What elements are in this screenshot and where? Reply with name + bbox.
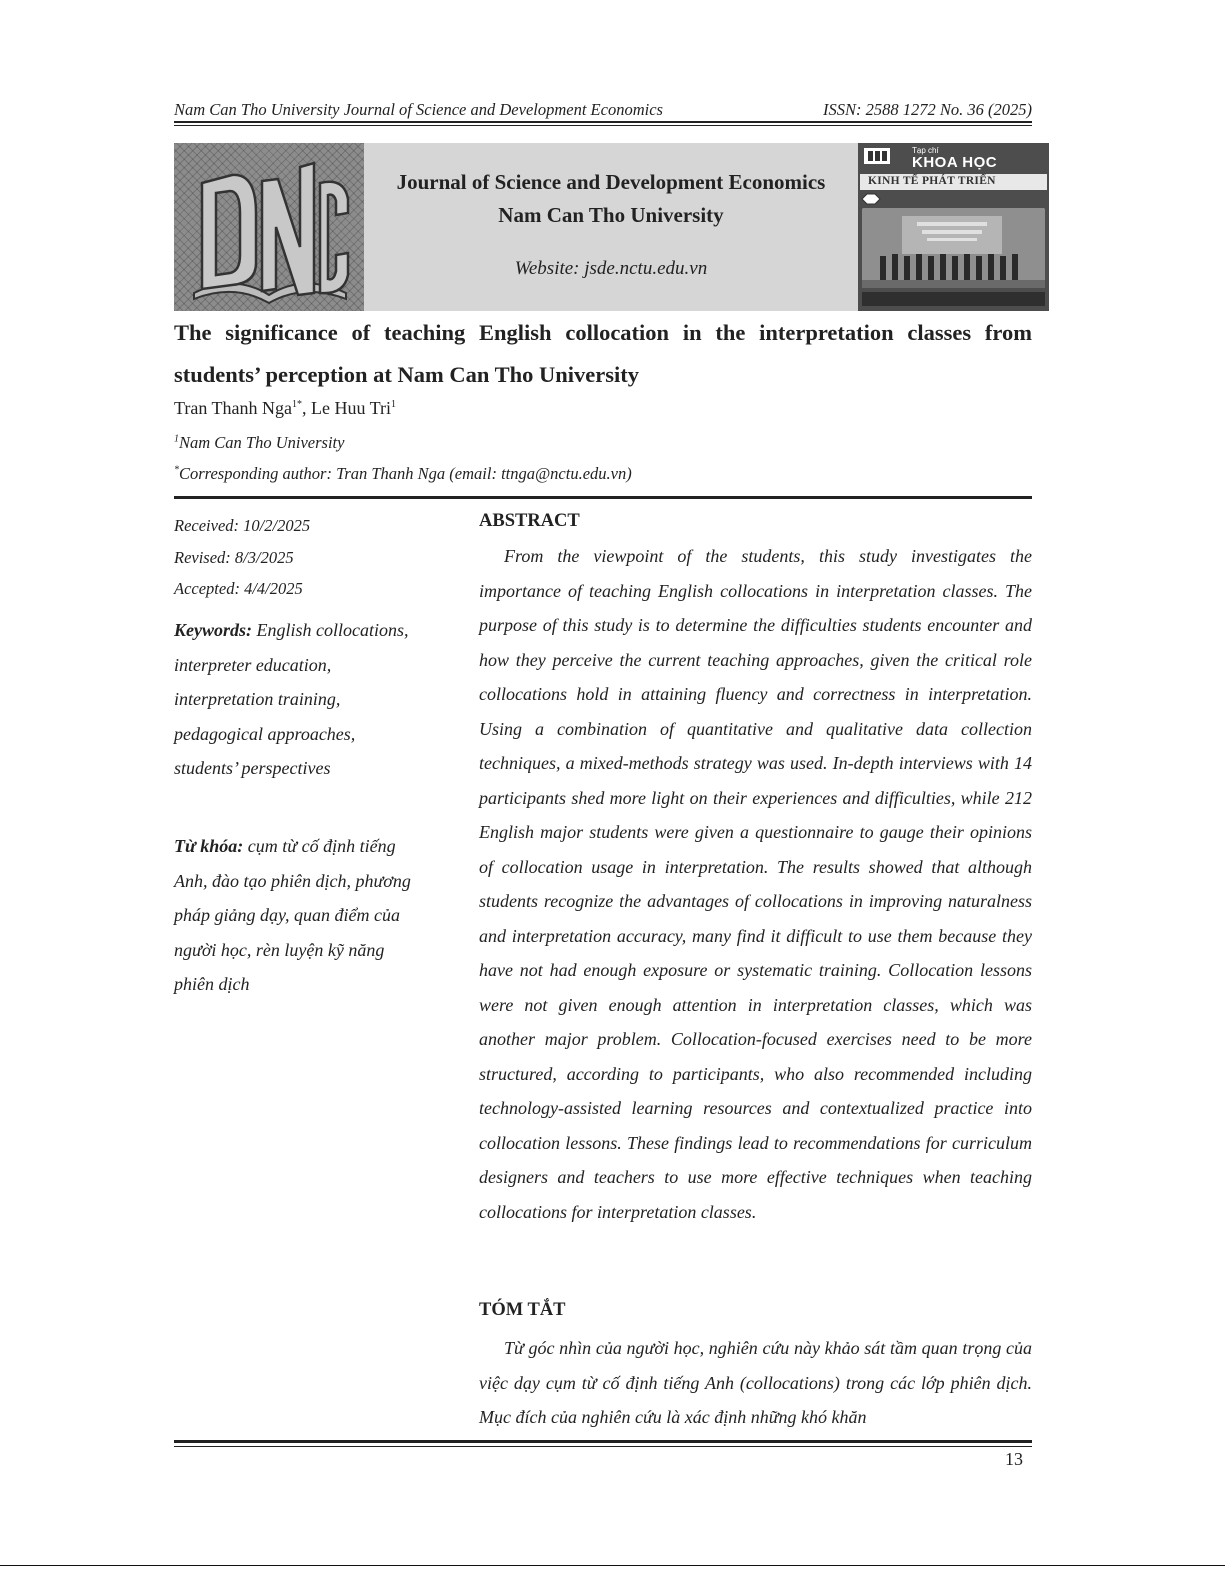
received-date: Received: 10/2/2025 [174,516,311,535]
authors [174,398,396,419]
dnc-logo-icon [174,143,364,311]
article-title [174,312,1032,396]
running-header-issn: ISSN: 2588 1272 No. 36 (2025) [823,100,1032,119]
title-rule [174,496,1032,499]
banner-title-line2: Nam Can Tho University [498,203,724,227]
keywords-text: English collocations, interpreter education, interpretation training, pedagogical approaches, students’ perspectives [174,620,409,778]
corresponding-marker: * [174,464,179,476]
abstract-heading: ABSTRACT [479,511,580,531]
banner-title [364,166,858,232]
author-2-marker: 1 [391,399,397,410]
affiliation [174,433,344,453]
article-dates [174,510,310,605]
cover-logo-icon [862,146,906,172]
cover-photo [862,208,1045,288]
author-1-marker: 1* [292,399,302,410]
cover-footer-band [862,292,1045,306]
keywords-vn-label: Từ khóa: [174,836,244,856]
running-header [174,100,1032,120]
running-header-journal: Nam Can Tho University Journal of Science and Development Economics [174,100,663,119]
keywords [174,613,414,786]
article-title-line1: The significance of teaching English collocation in the interpretation classes from [174,320,1032,345]
revised-date: Revised: 8/3/2025 [174,547,294,567]
tom-tat-body: Từ góc nhìn của người học, nghiên cứu này khảo sát tầm quan trọng của việc dạy cụm từ cố định tiếng Anh (collocations) trong các lớp phiên dịch. Mục đích của nghiên cứu là xác định những khó khăn [479,1338,1032,1427]
affiliation-marker: 1 [174,433,179,445]
corresponding-text: Corresponding author: Tran Thanh Nga (email: ttnga@nctu.edu.vn) [179,464,632,483]
cover-badge-icon [860,192,882,206]
keywords-vn-text: cụm từ cố định tiếng Anh, đào tạo phiên dịch, phương pháp giảng dạy, quan điểm của người học, rèn luyện kỹ năng phiên dịch [174,836,411,994]
footer-rule [174,1440,1032,1443]
header-rule-thin [174,125,1032,126]
keywords-vietnamese [174,829,414,1002]
affiliation-text: Nam Can Tho University [179,433,345,452]
abstract-body: From the viewpoint of the students, this study investigates the importance of teaching English collocations in interpretation classes. The purpose of this study is to determine the difficulties students encounter and how they perceive the current teaching approaches, given the critical role collocations hold in attaining fluency and correctness in interpretation. Using a combination of quantitative and qualitative data collection techniques, a mixed-methods strategy was used. In-depth interviews with 14 participants shed more light on their experiences and difficulties, while 212 English major students were given a questionnaire to gauge their opinions of collocation usage in interpretation. The results showed that although students recognize the advantages of collocations in improving naturalness and interpretation accuracy, many find it difficult to use them because they have not had enough exposure or systematic training. Collocation lessons were not given enough attention in interpretation classes, which was another major problem. Collocation-focused exercises need to be more structured, according to participants, who also recommended including technology-assisted learning resources and contextualized practice into collocation lessons. These findings lead to recommendations for curriculum designers and teachers to use more effective techniques when teaching collocations for interpretation classes. [479,546,1032,1222]
article-title-line2: students’ perception at Nam Can Tho University [174,362,640,387]
banner-title-line1: Journal of Science and Development Economics [396,170,826,194]
cover-title: KHOA HỌC [912,154,998,171]
journal-logo [174,143,364,311]
accepted-date: Accepted: 4/4/2025 [174,579,303,598]
cover-photo-image [862,208,1045,288]
tom-tat-heading: TÓM TẮT [479,1300,566,1320]
author-1: Tran Thanh Nga [174,398,292,418]
page-edge [0,1565,1225,1566]
footer-rule-thin [174,1446,1032,1447]
keywords-label: Keywords: [174,620,252,640]
author-2: , Le Huu Tri [302,398,392,418]
header-rule [174,121,1032,123]
journal-website: Website: jsde.nctu.edu.vn [514,258,708,279]
page-number: 13 [1005,1449,1023,1469]
corresponding-author [174,464,632,484]
cover-small-label: Tạp chí [912,146,939,155]
cover-subtitle: KINH TẾ PHÁT TRIỂN [868,175,996,187]
